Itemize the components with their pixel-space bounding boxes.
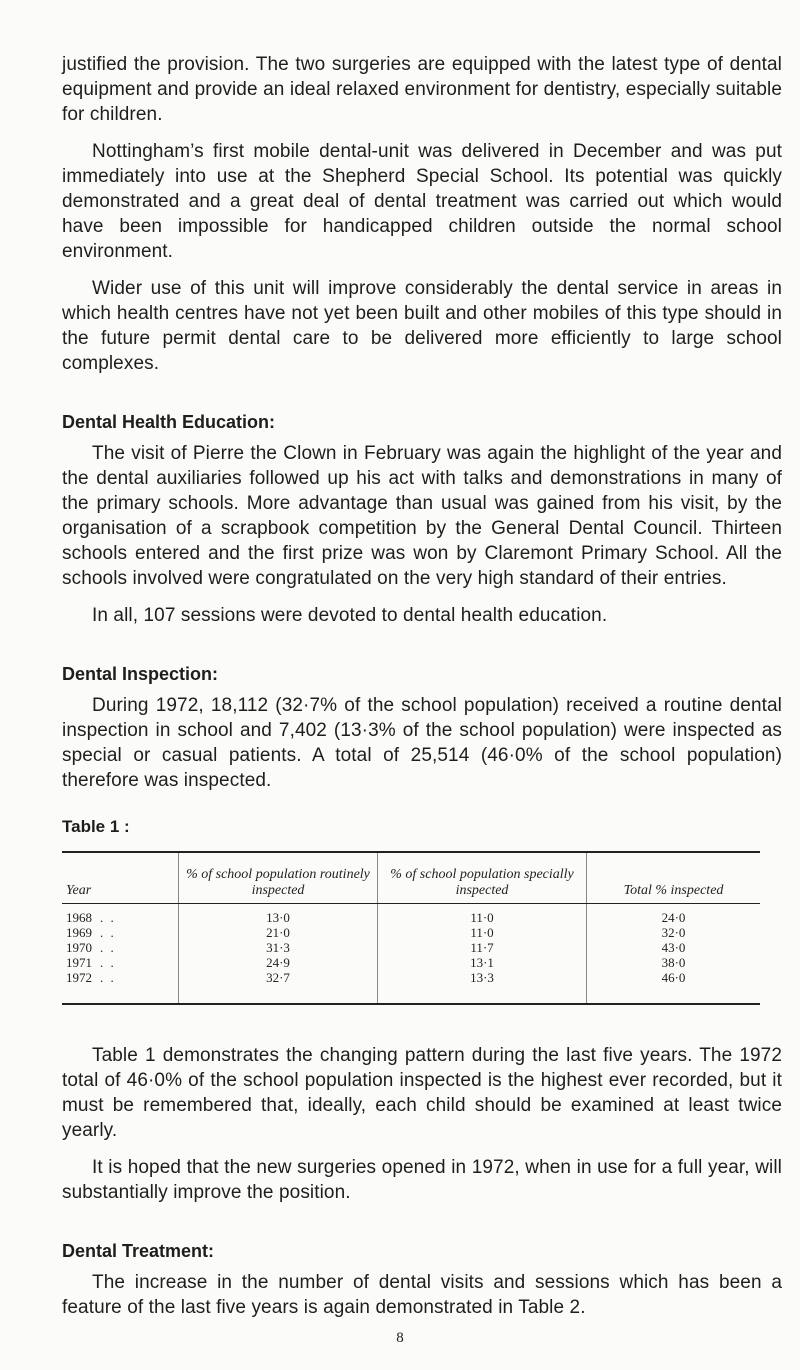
cell-total: 32·0 [587,925,761,940]
header-year: Year [62,852,179,904]
cell-year: 1971 . . [66,955,116,970]
cell-routine: 24·9 [179,955,378,970]
cell-total: 43·0 [587,940,761,955]
cell-year: 1970 . . [66,940,116,955]
table-row [62,955,760,970]
header-special: % of school population specially inspected [378,852,587,904]
cell-total: 24·0 [587,904,761,926]
document-page [62,52,782,1320]
cell-special: 13·3 [378,970,587,1004]
cell-total: 46·0 [587,970,761,1004]
heading-dental-inspection: Dental Inspection: [62,664,219,684]
table-row [62,925,760,940]
cell-total: 38·0 [587,955,761,970]
paragraph-mobile-unit: Nottingham’s first mobile dental-unit was delivered in December and was put immediately into use at the Shepherd Special School. Its potential was quickly demonstrated and a great deal of dental treatment was carried out which would have been impossible for handicapped children outside the normal school environment. [62,141,782,262]
paragraph-sessions: In all, 107 sessions were devoted to dental health education. [92,605,608,626]
cell-routine: 13·0 [179,904,378,926]
table-row [62,904,760,926]
inspection-table [62,851,760,1005]
cell-year: 1969 . . [66,925,116,940]
paragraph-dental-visits: The increase in the number of dental visits and sessions which has been a feature of the last five years is again demonstrated in Table 2. [62,1272,782,1318]
cell-special: 13·1 [378,955,587,970]
table-row [62,940,760,955]
paragraph-wider-use: Wider use of this unit will improve considerably the dental service in areas in which health centres have not yet been built and other mobiles of this type should in the future permit dental care to be delivered more efficiently to large school complexes. [62,278,782,374]
table-row [62,970,760,1004]
heading-dental-health-education: Dental Health Education: [62,412,276,432]
table-label: Table 1 : [62,817,130,836]
paragraph-provision: justified the provision. The two surgeries are equipped with the latest type of dental equipment and provide an ideal relaxed environment for dentistry, especially suitable for children. [62,54,782,125]
paragraph-pierre-the-clown: The visit of Pierre the Clown in February was again the highlight of the year and the dental auxiliaries followed up his act with talks and demonstrations in many of the primary schools. More advantage than usual was gained from his visit, by the organisation of a scrapbook competition by the General Dental Council. Thirteen schools entered and the first prize was won by Claremont Primary School. All the schools involved were congratulated on the very high standard of their entries. [62,443,782,589]
page-number: 8 [396,1330,404,1346]
cell-routine: 32·7 [179,970,378,1004]
cell-special: 11·7 [378,940,587,955]
heading-dental-treatment: Dental Treatment: [62,1241,215,1261]
paragraph-inspection-1972: During 1972, 18,112 (32·7% of the school population) received a routine dental inspection in school and 7,402 (13·3% of the school population) were inspected as special or casual patients. A total of 25,514 (46·0% of the school population) therefore was inspected. [62,695,782,791]
table-header-row [62,852,760,904]
cell-special: 11·0 [378,925,587,940]
header-total: Total % inspected [587,852,761,904]
paragraph-table-demonstrates: Table 1 demonstrates the changing pattern during the last five years. The 1972 total of 46·0% of the school population inspected is the highest ever recorded, but it must be remembered that, ideally, each child should be examined at least twice yearly. [62,1045,782,1141]
cell-year: 1968 . . [66,910,116,925]
cell-special: 11·0 [378,904,587,926]
paragraph-new-surgeries: It is hoped that the new surgeries opened in 1972, when in use for a full year, will substantially improve the position. [62,1157,782,1203]
cell-routine: 31·3 [179,940,378,955]
header-routine: % of school population routinely inspected [179,852,378,904]
cell-year: 1972 . . [62,970,179,1004]
cell-routine: 21·0 [179,925,378,940]
